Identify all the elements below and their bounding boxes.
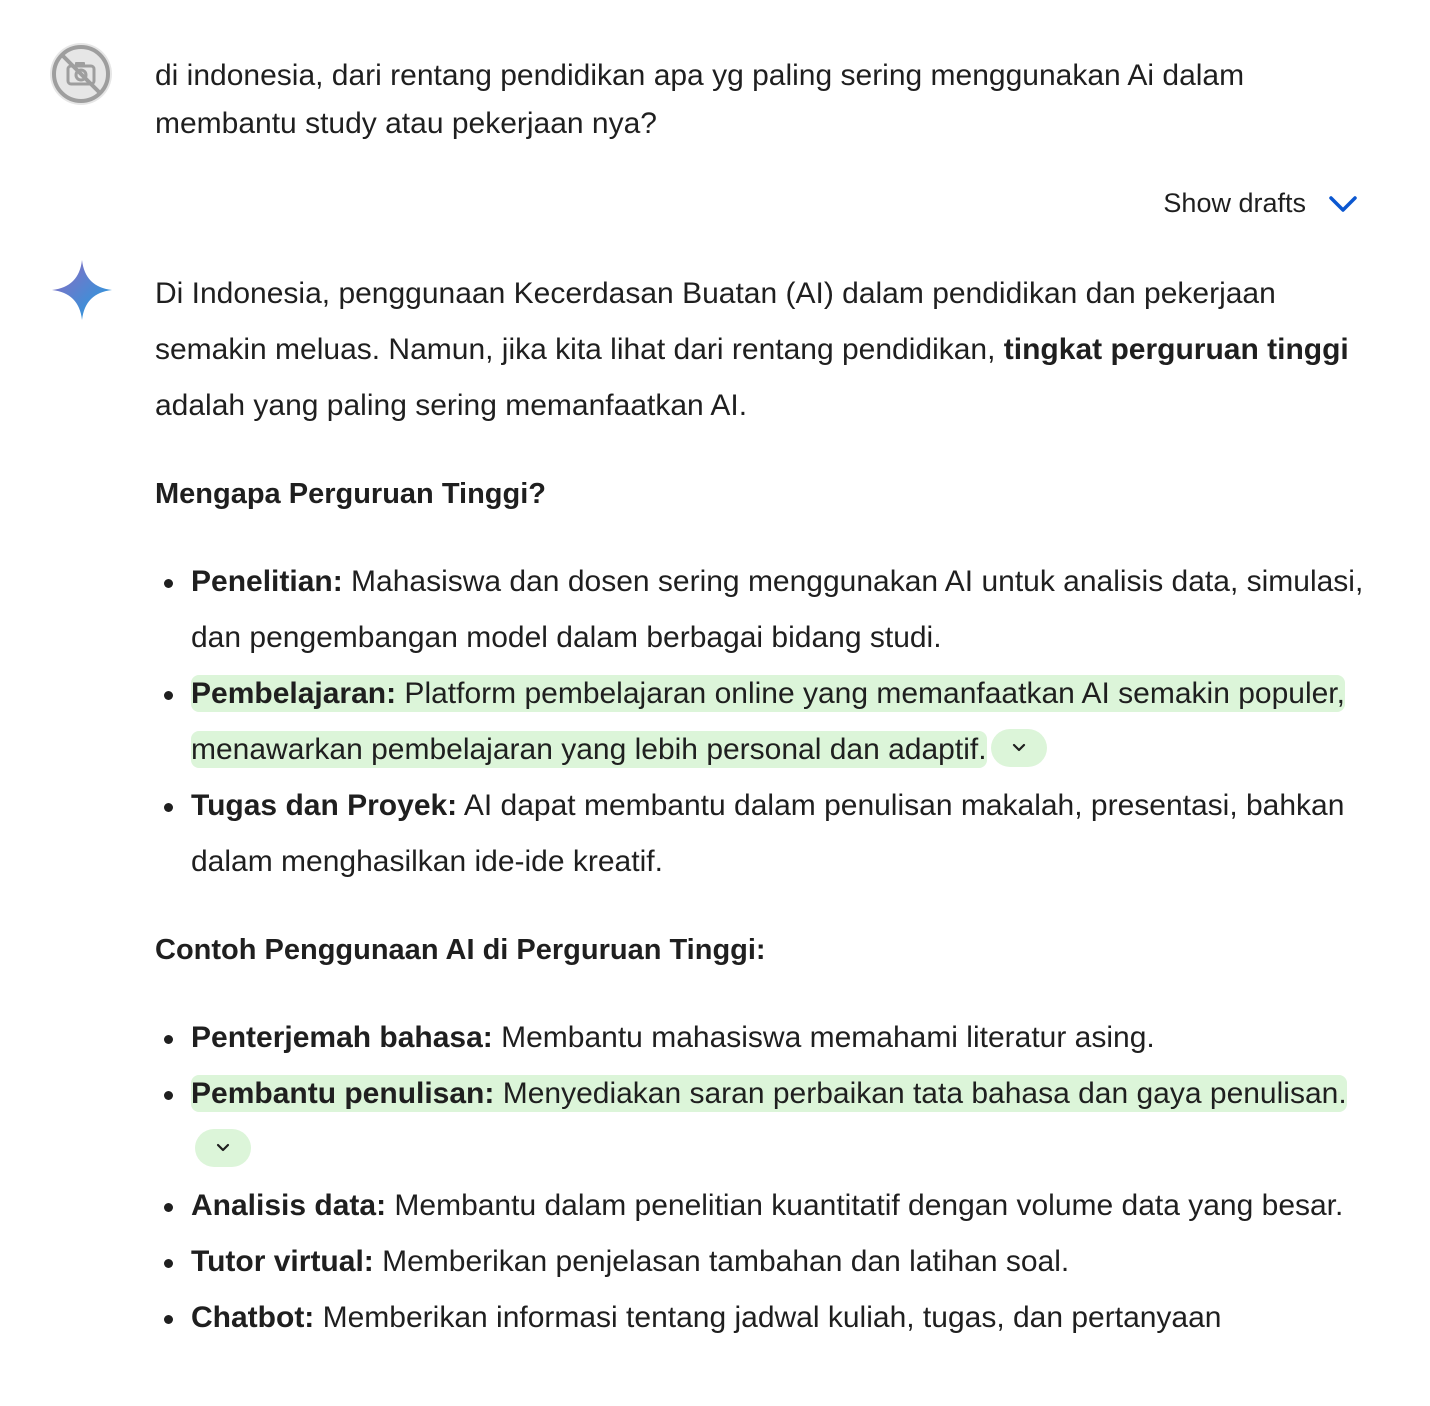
- show-drafts-label: Show drafts: [1163, 188, 1306, 218]
- intro-bold: tingkat perguruan tinggi: [1003, 333, 1349, 366]
- response-intro: Di Indonesia, penggunaan Kecerdasan Buatan (AI) dalam pendidikan dan pekerjaan semakin meluas. Namun, jika kita lihat dari rentang pendidikan, tingkat perguruan tinggi adalah yang paling sering memanfaatkan AI.: [155, 277, 1349, 422]
- list-item: Analisis data: Membantu dalam penelitian kuantitatif dengan volume data yang besar.: [191, 1178, 1385, 1234]
- list-item: Penterjemah bahasa: Membantu mahasiswa memahami literatur asing.: [191, 1010, 1385, 1066]
- grounded-highlight: Pembantu penulisan: Menyediakan saran perbaikan tata bahasa dan gaya penulisan.: [191, 1077, 1347, 1110]
- camera-off-icon: [50, 43, 112, 105]
- list-item: Penelitian: Mahasiswa dan dosen sering menggunakan AI untuk analisis data, simulasi, dan pengembangan model dalam berbagai bidang studi.: [191, 554, 1385, 666]
- list-item: [191, 1066, 1385, 1178]
- source-expand-button[interactable]: [195, 1129, 251, 1167]
- list-item: Tugas dan Proyek: AI dapat membantu dalam penulisan makalah, presentasi, bahkan dalam menghasilkan ide-ide kreatif.: [191, 778, 1385, 890]
- section-heading-why: Mengapa Perguruan Tinggi?: [155, 478, 546, 510]
- list-item: [191, 666, 1385, 778]
- show-drafts-button[interactable]: [1163, 188, 1358, 219]
- list-why: [155, 554, 1385, 890]
- chevron-down-icon: [215, 1143, 231, 1153]
- source-expand-button[interactable]: [991, 729, 1047, 767]
- user-prompt: di indonesia, dari rentang pendidikan apa yg paling sering menggunakan Ai dalam membantu study atau pekerjaan nya?: [155, 59, 1245, 140]
- section-heading-examples: Contoh Penggunaan AI di Perguruan Tinggi:: [155, 934, 766, 966]
- response-body: [155, 266, 1385, 1346]
- gemini-sparkle-icon: [50, 258, 114, 322]
- grounded-highlight: Pembelajaran: Platform pembelajaran online yang memanfaatkan AI semakin populer, menawarkan pembelajaran yang lebih personal dan adaptif.: [191, 677, 1345, 766]
- chevron-down-icon: [1328, 194, 1358, 214]
- list-item: Tutor virtual: Memberikan penjelasan tambahan dan latihan soal.: [191, 1234, 1385, 1290]
- list-examples: [155, 1010, 1385, 1346]
- list-item: Chatbot: Memberikan informasi tentang jadwal kuliah, tugas, dan pertanyaan: [191, 1290, 1385, 1346]
- user-avatar: [50, 43, 112, 105]
- chevron-down-icon: [1011, 743, 1027, 753]
